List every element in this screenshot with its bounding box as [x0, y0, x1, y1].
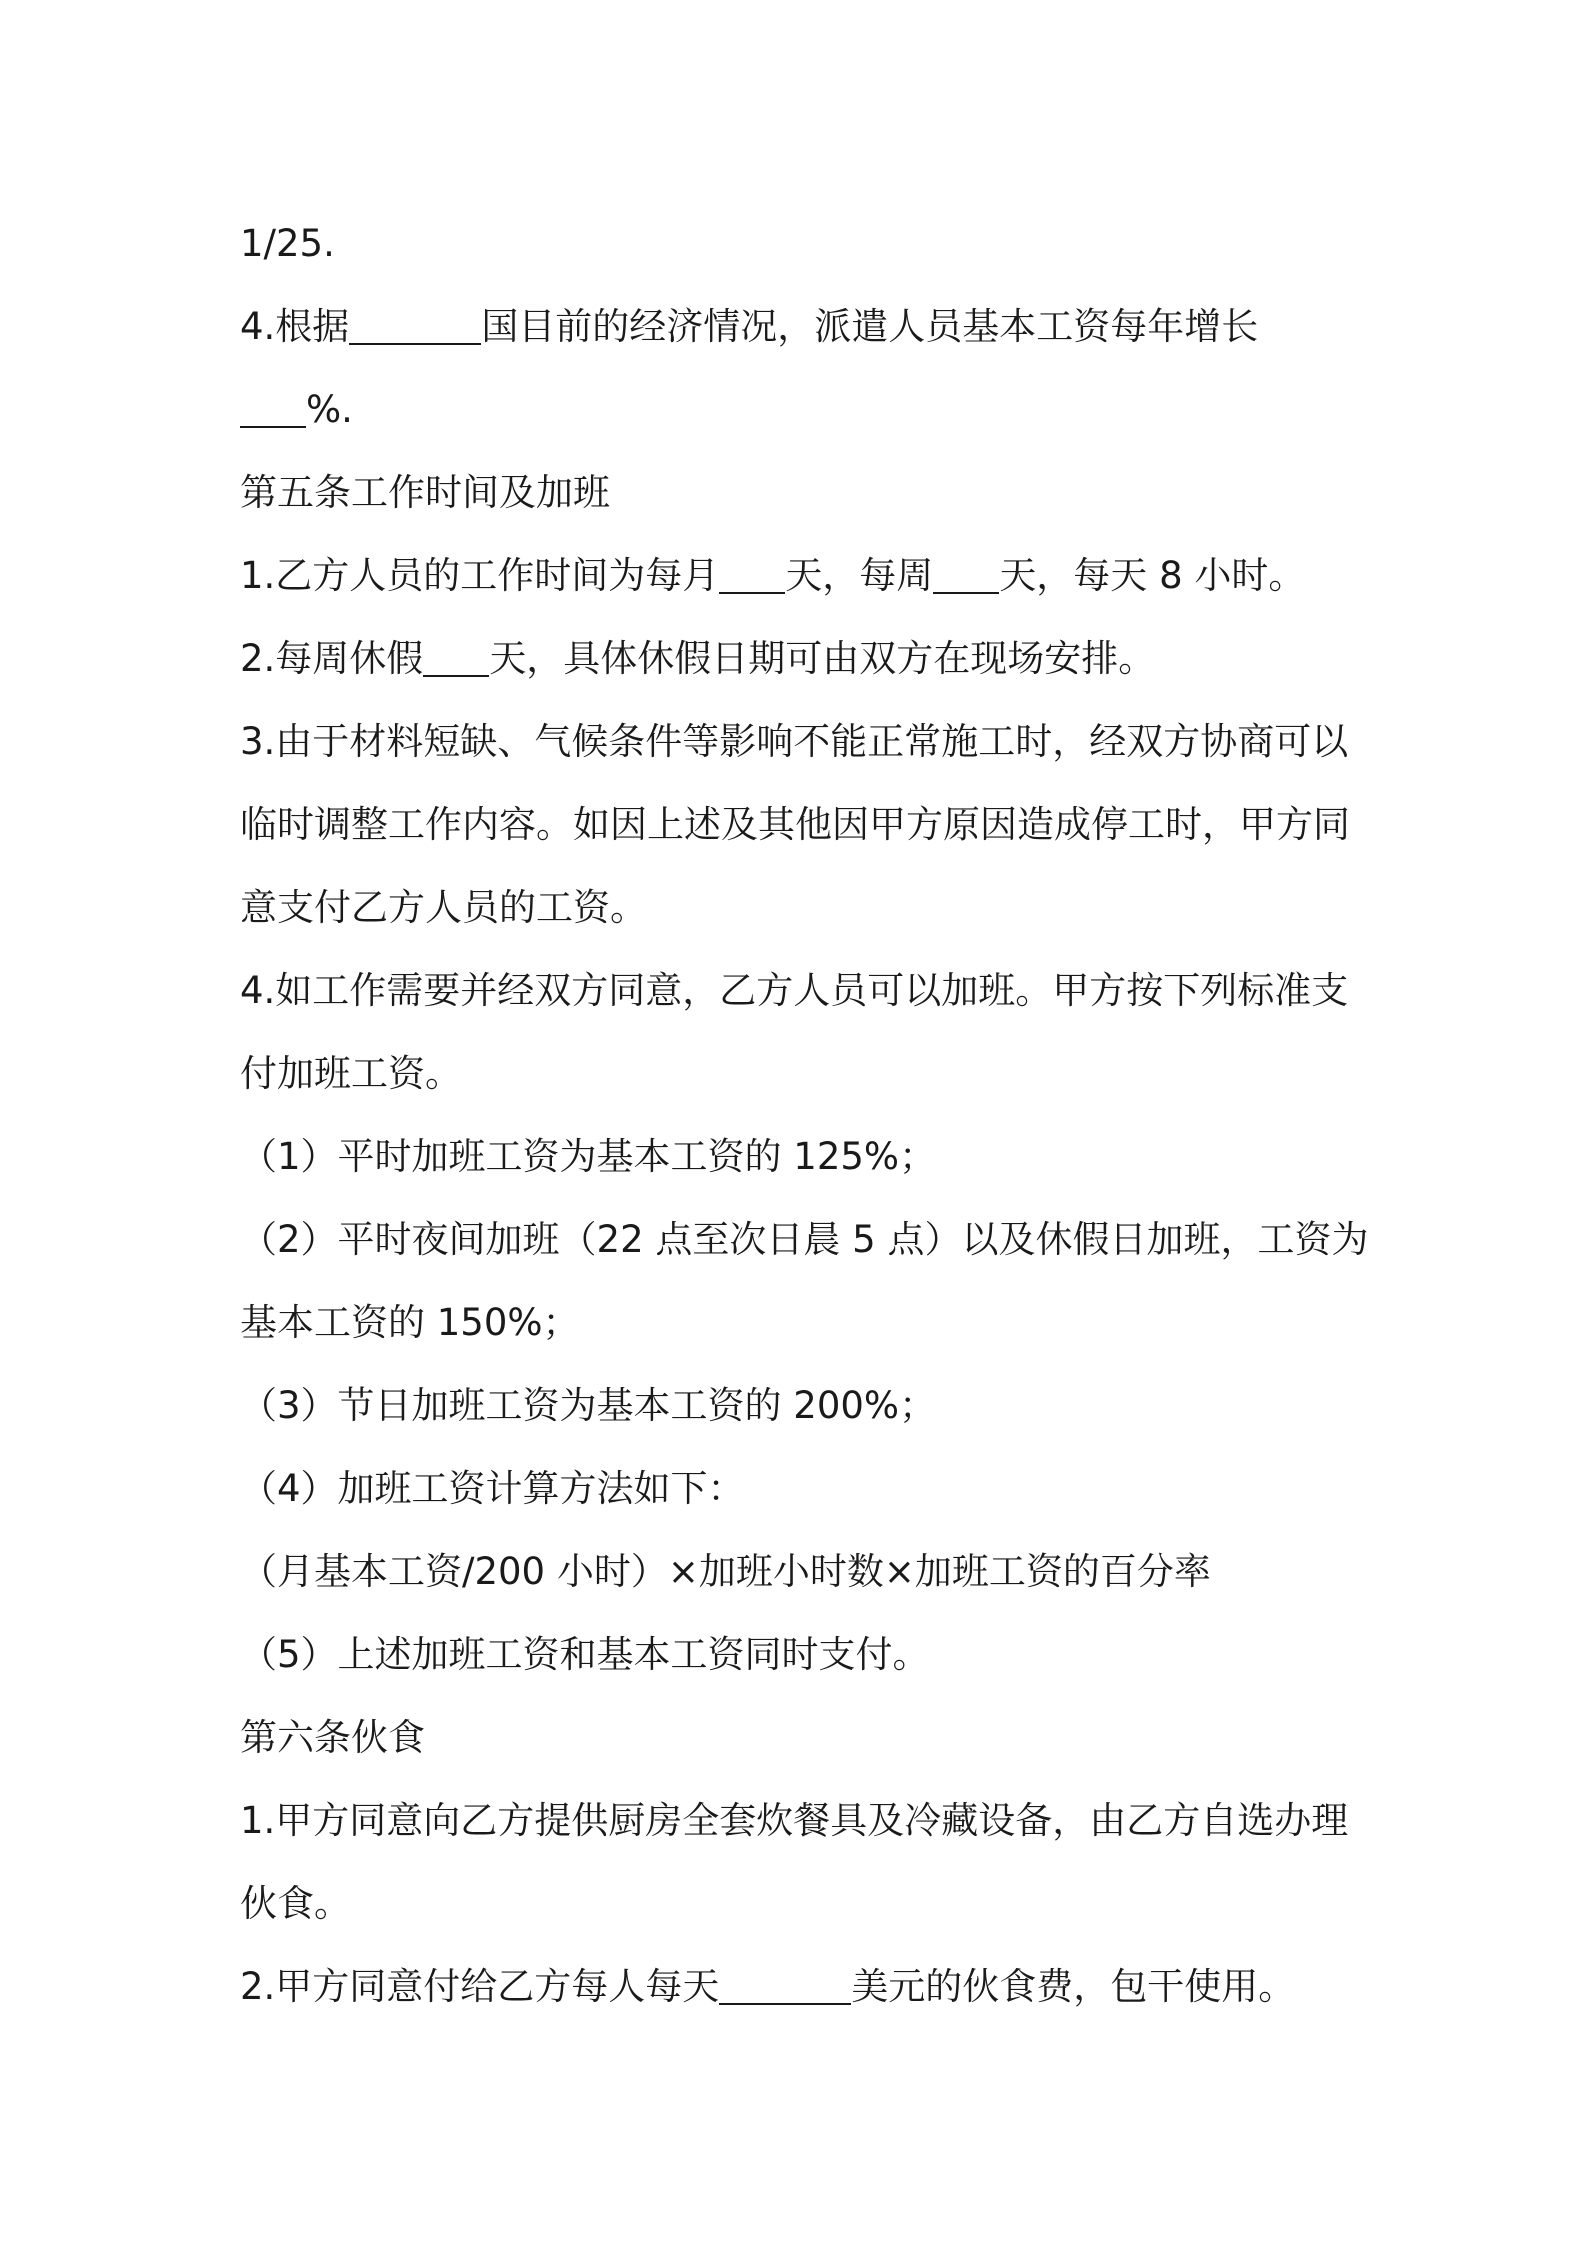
text-line	[240, 368, 1360, 451]
heading-text: 第五条工作时间及加班	[240, 471, 610, 514]
line-text: 1.甲方同意向乙方提供厨房全套炊餐具及冷藏设备，由乙方自选办理	[240, 1799, 1349, 1842]
fill-in-blank	[423, 641, 489, 677]
text-line	[240, 617, 1360, 700]
text-line	[240, 1032, 1360, 1115]
line-text: （月基本工资/200 小时）×加班小时数×加班工资的百分率	[240, 1550, 1211, 1593]
line-text: （1）平时加班工资为基本工资的 125%；	[240, 1135, 937, 1178]
line-text: 美元的伙食费，包干使用。	[851, 1965, 1296, 2008]
text-line	[240, 1779, 1360, 1862]
heading-text: 第六条伙食	[240, 1716, 425, 1759]
section-heading	[240, 451, 1360, 534]
fill-in-blank	[719, 1969, 851, 2005]
text-line	[240, 866, 1360, 949]
list-item	[240, 1115, 1360, 1198]
line-text: （4）加班工资计算方法如下：	[240, 1467, 745, 1510]
text-line	[240, 949, 1360, 1032]
line-text: （5）上述加班工资和基本工资同时支付。	[240, 1633, 930, 1676]
list-item	[240, 1613, 1360, 1696]
formula-line	[240, 1530, 1360, 1613]
line-text: %.	[306, 388, 353, 431]
line-text: 2.每周休假	[240, 637, 424, 680]
text-line	[240, 1862, 1360, 1945]
line-text: 2.甲方同意付给乙方每人每天	[240, 1965, 720, 2008]
list-item	[240, 1198, 1369, 1281]
line-text: 伙食。	[240, 1882, 351, 1925]
fill-in-blank	[349, 309, 481, 345]
line-text: （3）节日加班工资为基本工资的 200%；	[240, 1384, 937, 1427]
line-text: 1/25.	[240, 222, 335, 265]
line-text: （2）平时夜间加班（22 点至次日晨 5 点）以及休假日加班，工资为	[240, 1218, 1369, 1261]
text-line	[240, 783, 1360, 866]
list-item	[240, 1364, 1360, 1447]
text-line	[240, 1281, 1360, 1364]
line-text: 临时调整工作内容。如因上述及其他因甲方原因造成停工时，甲方同	[240, 803, 1350, 846]
fill-in-blank	[240, 392, 306, 428]
line-text: 3.由于材料短缺、气候条件等影响不能正常施工时，经双方协商可以	[240, 720, 1349, 763]
list-item	[240, 1447, 1360, 1530]
line-text: 1.乙方人员的工作时间为每月	[240, 554, 720, 597]
line-text: 4.如工作需要并经双方同意，乙方人员可以加班。甲方按下列标准支	[240, 969, 1349, 1012]
section-heading	[240, 1696, 1360, 1779]
line-text: 基本工资的 150%；	[240, 1301, 580, 1344]
text-line	[240, 534, 1360, 617]
text-line	[240, 202, 1360, 285]
line-text: 付加班工资。	[240, 1052, 462, 1095]
text-line	[240, 285, 1360, 368]
line-text: 天，每天 8 小时。	[999, 554, 1306, 597]
document-body	[240, 202, 1369, 2028]
fill-in-blank	[933, 558, 999, 594]
line-text: 天，每周	[785, 554, 934, 597]
text-line	[240, 1945, 1360, 2028]
line-text: 4.根据	[240, 305, 350, 348]
line-text: 意支付乙方人员的工资。	[240, 886, 647, 929]
text-line	[240, 700, 1360, 783]
fill-in-blank	[719, 558, 785, 594]
line-text: 天，具体休假日期可由双方在现场安排。	[489, 637, 1156, 680]
line-text: 国目前的经济情况，派遣人员基本工资每年增长	[481, 305, 1259, 348]
